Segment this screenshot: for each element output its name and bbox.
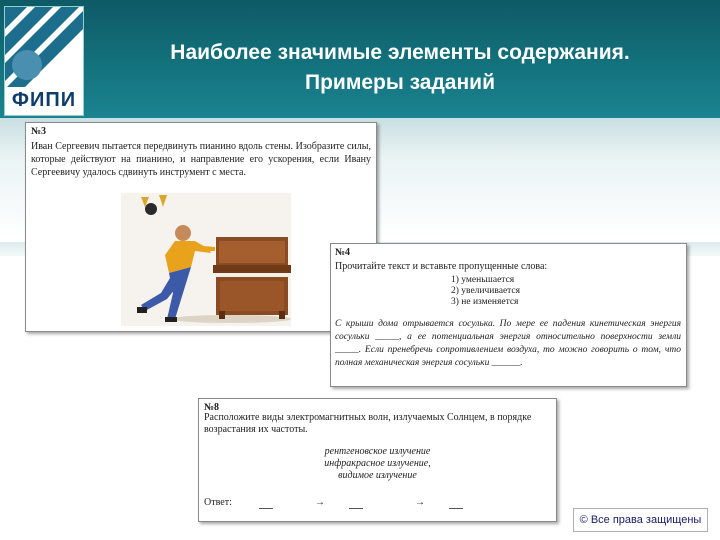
answer-blank	[259, 496, 273, 509]
task-number: №4	[335, 247, 351, 258]
fipi-emblem-icon	[5, 7, 83, 87]
title-line-1: Наиболее значимые элементы содержания.	[170, 41, 630, 64]
wave-list	[199, 446, 556, 482]
arrow-icon: →	[415, 497, 425, 508]
task-passage: С крыши дома отрывается сосулька. По мере ее падения кинетическая энергия сосульки _____, а ее потенциальная энергия относительно поверхности земли _____. Если пренебречь сопротивлением воздуха, то можно говорить о том, что полная механическая энергия сосульки ______.	[335, 319, 681, 368]
answer-options	[451, 275, 520, 308]
wave-item: видимое излучение	[338, 470, 417, 481]
answer-blank	[449, 496, 463, 509]
task-card-icicle	[330, 243, 687, 387]
answer-label: Ответ:	[204, 497, 232, 508]
title-line-2: Примеры заданий	[305, 71, 495, 94]
task-text: Иван Сергеевич пытается передвинуть пианино вдоль стены. Изобразите силы, которые действуют на пианино, и направление его ускорения, если Ивану Сергеевичу удалось сдвинуть инструмент с места.	[31, 141, 371, 178]
man-pushing-piano-icon	[121, 193, 291, 326]
copyright-badge: © Все права защищены	[573, 508, 708, 532]
arrow-icon: →	[315, 497, 325, 508]
task-card-waves	[198, 398, 557, 522]
task-card-piano	[25, 122, 377, 332]
answer-option: 2) увеличивается	[451, 286, 521, 296]
answer-option: 1) уменьшается	[451, 275, 515, 285]
wave-item: инфракрасное излучение,	[324, 458, 431, 469]
task-intro: Прочитайте текст и вставьте пропущенные слова:	[335, 261, 548, 272]
task-text: Расположите виды электромагнитных волн, излучаемых Солнцем, в порядке возрастания их частоты.	[204, 412, 532, 435]
wave-item: рентгеновское излучение	[324, 446, 431, 457]
piano-illustration	[121, 193, 291, 326]
task-number: №3	[31, 126, 47, 137]
task-number: №8	[204, 402, 220, 413]
fipi-logo	[4, 6, 84, 116]
answer-blank	[349, 496, 363, 509]
slide-title	[95, 38, 705, 98]
answer-option: 3) не изменяется	[451, 297, 519, 307]
logo-text: ФИПИ	[11, 89, 77, 111]
